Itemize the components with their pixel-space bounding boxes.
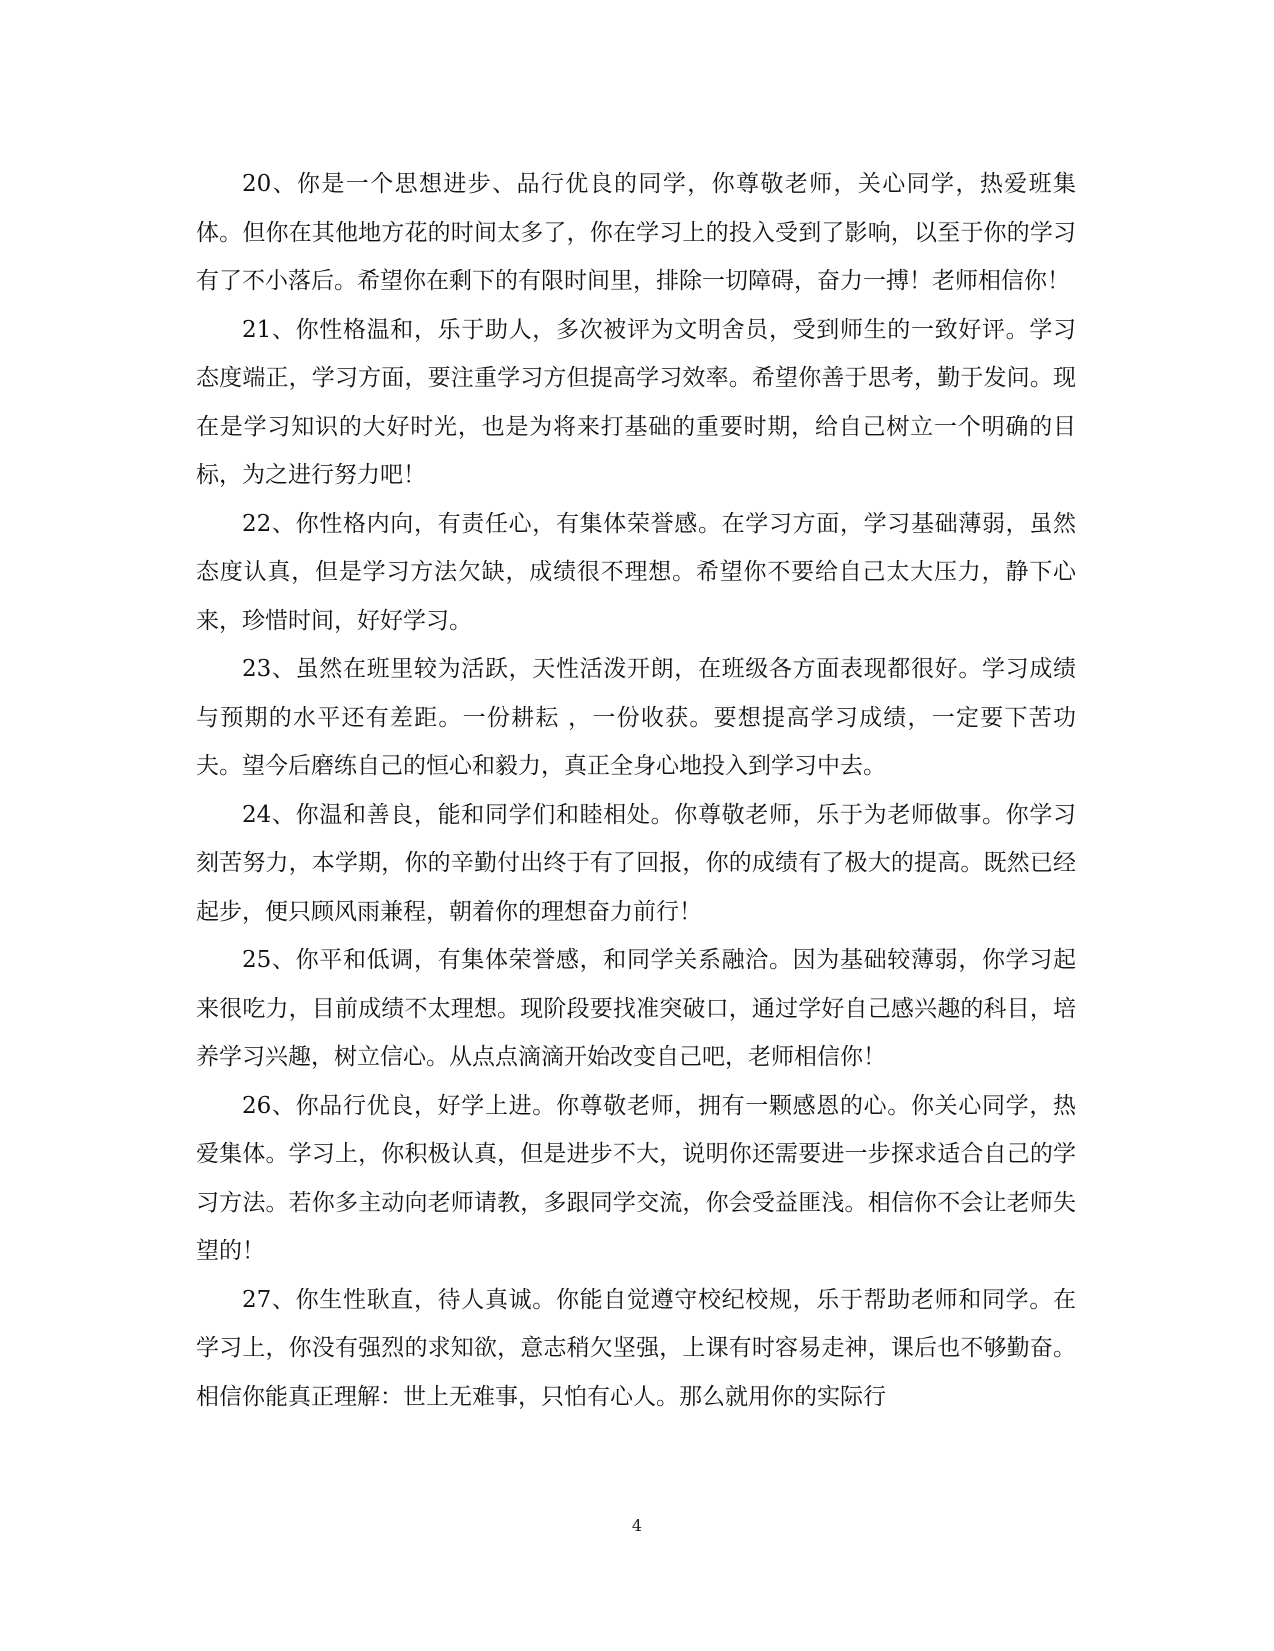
paragraph-24: 24、你温和善良，能和同学们和睦相处。你尊敬老师，乐于为老师做事。你学习刻苦努力，本学期，你的辛勤付出终于有了回报，你的成绩有了极大的提高。既然已经起步，便只顾风雨兼程，朝着你的理想奋力前行！ [196,801,1076,925]
paragraph-26: 26、你品行优良，好学上进。你尊敬老师，拥有一颗感恩的心。你关心同学，热爱集体。学习上，你积极认真，但是进步不大，说明你还需要进一步探求适合自己的学习方法。若你多主动向老师请教，多跟同学交流，你会受益匪浅。相信你不会让老师失望的！ [196,1092,1076,1264]
page-number: 4 [631,1516,643,1535]
paragraph-20: 20、你是一个思想进步、品行优良的同学，你尊敬老师，关心同学，热爱班集体。但你在其他地方花的时间太多了，你在学习上的投入受到了影响，以至于你的学习有了不小落后。希望你在剩下的有限时间里，排除一切障碍，奋力一搏！老师相信你！ [196,171,1076,294]
paragraph-22: 22、你性格内向，有责任心，有集体荣誉感。在学习方面，学习基础薄弱，虽然态度认真，但是学习方法欠缺，成绩很不理想。希望你不要给自己太大压力，静下心来，珍惜时间，好好学习。 [196,510,1076,634]
paragraph-21: 21、你性格温和，乐于助人，多次被评为文明舍员，受到师生的一致好评。学习态度端正，学习方面，要注重学习方但提高学习效率。希望你善于思考，勤于发问。现在是学习知识的大好时光，也是为将来打基础的重要时期，给自己树立一个明确的目标，为之进行努力吧！ [196,316,1076,488]
document-body [196,160,1076,1421]
paragraph-27: 27、你生性耿直，待人真诚。你能自觉遵守校纪校规，乐于帮助老师和同学。在学习上，你没有强烈的求知欲，意志稍欠坚强，上课有时容易走神，课后也不够勤奋。相信你能真正理解：世上无难事，只怕有心人。那么就用你的实际行 [196,1286,1076,1410]
paragraph-25: 25、你平和低调，有集体荣誉感，和同学关系融洽。因为基础较薄弱，你学习起来很吃力，目前成绩不太理想。现阶段要找准突破口，通过学好自己感兴趣的科目，培养学习兴趣，树立信心。从点点滴滴开始改变自己吧，老师相信你！ [196,947,1076,1070]
paragraph-23: 23、虽然在班里较为活跃，天性活泼开朗，在班级各方面表现都很好。学习成绩与预期的水平还有差距。一份耕耘 ，一份收获。要想提高学习成绩，一定要下苦功夫。望今后磨练自己的恒心和毅力，真正全身心地投入到学习中去。 [196,656,1076,779]
